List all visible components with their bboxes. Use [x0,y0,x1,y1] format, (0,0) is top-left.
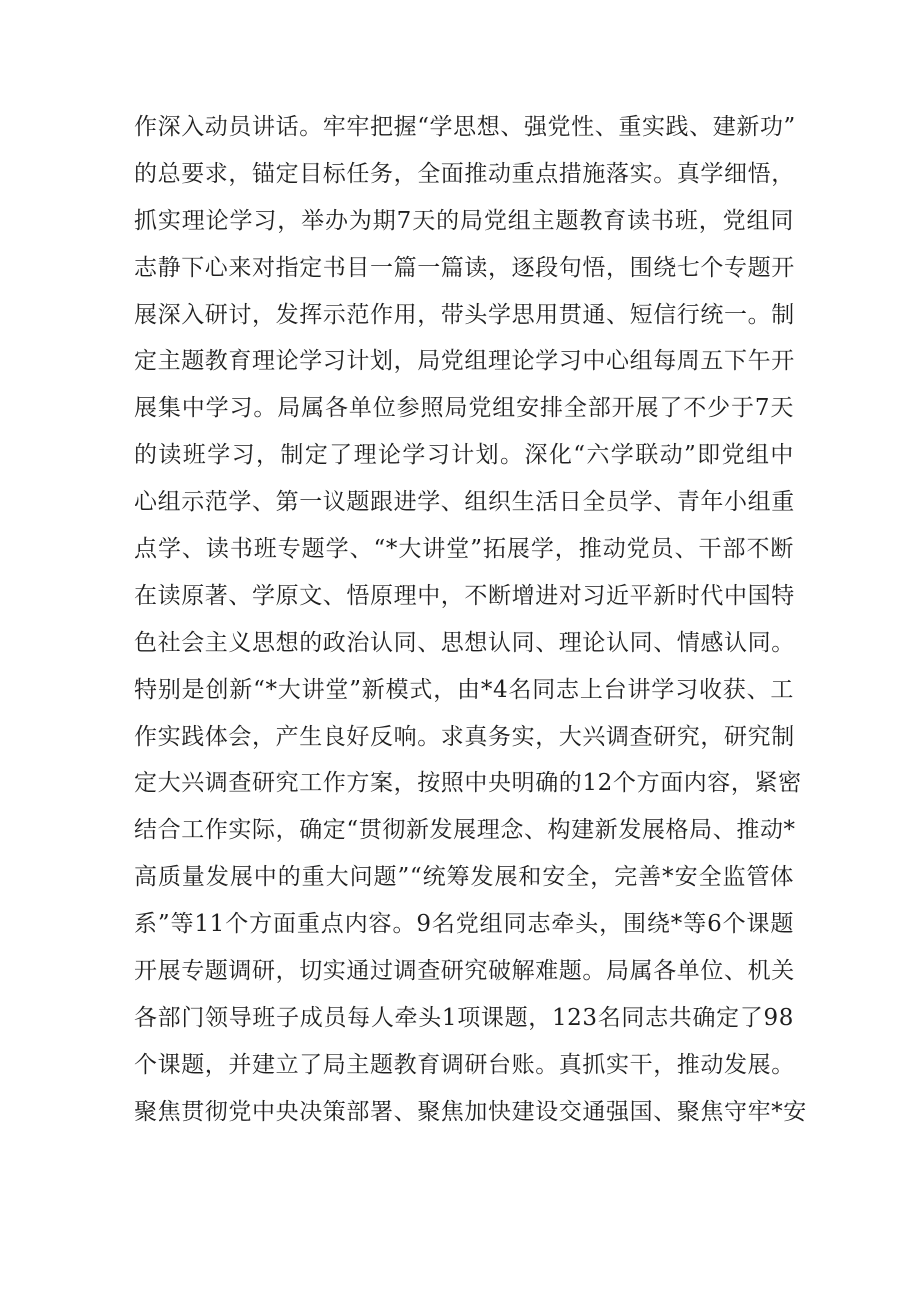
text-line-18: 系”等11个方面重点内容。9名党组同志牵头，围绕*等6个课题 [134,911,794,938]
body-paragraph [134,104,807,1136]
text-line-14: 作实践体会，产生良好反响。求真务实，大兴调查研究，研究制 [134,723,795,750]
text-line-9: 心组示范学、第一议题跟进学、组织生活日全员学、青年小组重 [134,489,795,516]
text-line-21: 个课题，并建立了局主题教育调研台账。真抓实干，推动发展。 [134,1051,795,1078]
text-line-11: 在读原著、学原文、悟原理中，不断增进对习近平新时代中国特 [134,582,795,609]
text-line-19: 开展专题调研，切实通过调查研究破解难题。局属各单位、机关 [134,958,795,985]
text-line-5: 展深入研讨，发挥示范作用，带头学思用贯通、短信行统一。制 [134,301,795,328]
text-line-17: 高质量发展中的重大问题”“统筹发展和安全，完善*安全监管体 [134,864,794,891]
text-line-6: 定主题教育理论学习计划，局党组理论学习中心组每周五下午开 [134,348,795,375]
text-line-16: 结合工作实际，确定“贯彻新发展理念、构建新发展格局、推动* [134,817,796,844]
text-line-20: 各部门领导班子成员每人牵头1项课题，123名同志共确定了98 [134,1004,794,1031]
text-line-22: 聚焦贯彻党中央决策部署、聚焦加快建设交通强国、聚焦守牢*安 [134,1098,807,1125]
text-line-13: 特别是创新“*大讲堂”新模式，由*4名同志上台讲学习收获、工 [134,676,794,703]
text-line-2: 的总要求，锚定目标任务，全面推动重点措施落实。真学细悟， [134,160,795,187]
text-line-3: 抓实理论学习，举办为期7天的局党组主题教育读书班，党组同 [134,207,794,234]
text-line-15: 定大兴调查研究工作方案，按照中央明确的12个方面内容，紧密 [134,770,802,797]
text-line-12: 色社会主义思想的政治认同、思想认同、理论认同、情感认同。 [134,629,795,656]
text-line-10: 点学、读书班专题学、“*大讲堂”拓展学，推动党员、干部不断 [134,536,794,563]
text-line-7: 展集中学习。局属各单位参照局党组安排全部开展了不少于7天 [134,395,794,422]
text-line-4: 志静下心来对指定书目一篇一篇读，逐段句悟，围绕七个专题开 [134,254,795,281]
text-line-1: 作深入动员讲话。牢牢把握“学思想、强党性、重实践、建新功” [134,114,796,140]
text-line-8: 的读班学习，制定了理论学习计划。深化“六学联动”即党组中 [134,442,794,469]
